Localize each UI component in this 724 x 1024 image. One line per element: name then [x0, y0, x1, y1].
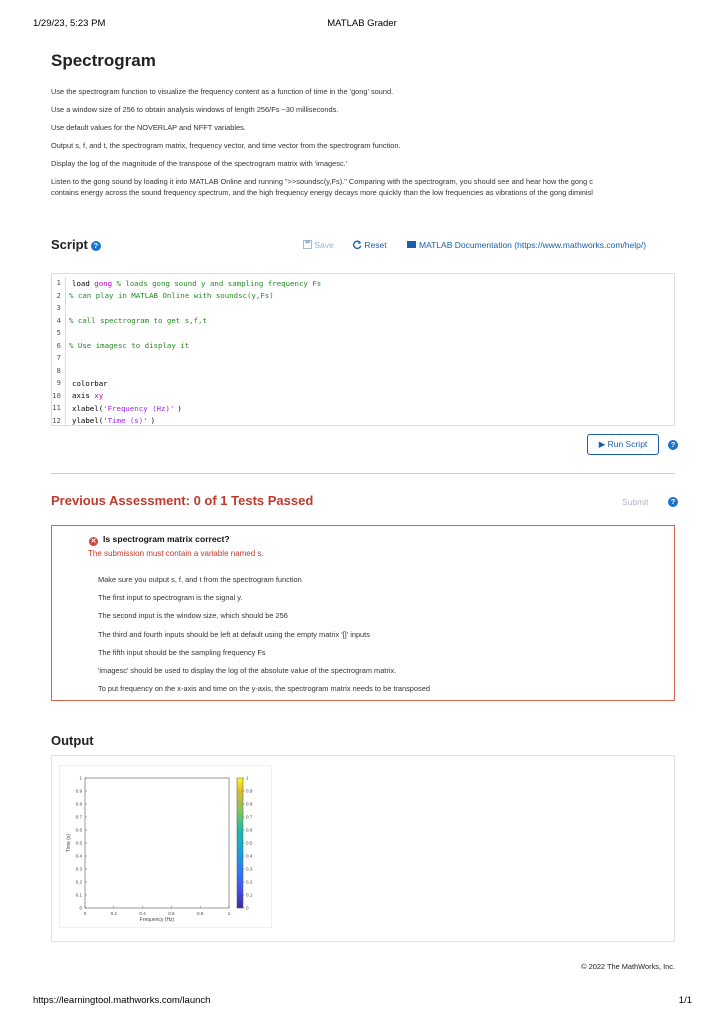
code-token: colorbar — [72, 378, 108, 388]
x-axis-label: Frequency (Hz) — [139, 917, 175, 923]
code-token: 'Time (s)' — [103, 416, 148, 426]
code-line[interactable] — [52, 402, 674, 415]
code-line[interactable] — [52, 365, 674, 378]
x-tick-label: 0.6 — [168, 911, 175, 916]
code-line[interactable] — [52, 315, 674, 328]
y-tick-label: 0.2 — [75, 879, 82, 885]
y-tick-label: 0.3 — [75, 866, 82, 872]
x-tick-label: 0.8 — [197, 911, 204, 916]
listen-line-2: contains energy across the sound frequency spectrum, and the high frequency energy decays more quickly than the low frequencies as vibrations of the gong diminisl — [51, 188, 593, 197]
print-page-number: 1/1 — [678, 995, 692, 1006]
x-tick-label: 0.4 — [139, 911, 146, 916]
line-number: 8 — [52, 365, 66, 378]
script-help-icon[interactable]: ? — [91, 241, 101, 251]
line-number: 12 — [52, 415, 66, 428]
x-tick-label: 0 — [83, 911, 87, 916]
code-token: ) — [177, 403, 182, 413]
code-line[interactable] — [52, 340, 674, 353]
code-token: xlabel( — [72, 403, 104, 413]
code-text — [66, 379, 108, 388]
code-line[interactable] — [52, 277, 674, 290]
colorbar-tick-label: 0.5 — [246, 840, 253, 846]
code-token: gong — [94, 278, 113, 288]
line-number: 2 — [52, 290, 66, 303]
run-script-button[interactable]: ▶ Run Script — [587, 434, 659, 455]
y-tick-label: 0.6 — [75, 827, 82, 833]
code-text — [66, 391, 103, 400]
assessment-header — [51, 492, 675, 510]
matlab-documentation-link[interactable] — [407, 240, 646, 250]
y-axis-label: Time (s) — [66, 833, 72, 853]
code-token: ) — [150, 416, 156, 426]
line-number: 10 — [52, 390, 66, 403]
y-tick-label: 0.8 — [75, 801, 82, 807]
script-header — [51, 236, 675, 256]
code-token: % can play in MATLAB Online with soundsc(y,Fs) — [69, 291, 274, 301]
code-token: load — [72, 278, 95, 288]
code-line[interactable] — [52, 415, 674, 428]
code-token: ylabel( — [72, 416, 104, 426]
output-panel — [51, 755, 675, 942]
submit-help-icon[interactable]: ? — [668, 497, 678, 507]
code-token: % Use imagesc to display it — [69, 341, 190, 351]
line-number: 1 — [52, 277, 66, 290]
colorbar-tick-label: 1 — [246, 775, 249, 781]
y-tick-label: 0.1 — [75, 892, 82, 898]
colorbar-tick-label: 0.8 — [246, 801, 253, 807]
hint-item: To put frequency on the x-axis and time on the y-axis, the spectrogram matrix needs to be transposed — [98, 684, 430, 694]
description-paragraph: Use default values for the NOVERLAP and NFFT variables. — [51, 123, 246, 132]
code-token: axis — [72, 391, 95, 401]
copyright: © 2022 The MathWorks, Inc. — [581, 962, 675, 971]
line-number: 5 — [52, 327, 66, 340]
test-name: Is spectrogram matrix correct? — [103, 534, 230, 544]
y-tick-label: 0.5 — [75, 840, 82, 846]
y-tick-label: 0 — [79, 905, 82, 911]
output-label: Output — [51, 733, 94, 748]
reset-label: Reset — [364, 240, 387, 250]
hint-item: Make sure you output s, f, and t from the spectrogram function — [98, 575, 302, 584]
colorbar-tick-label: 0 — [246, 905, 249, 911]
output-plot — [60, 766, 271, 927]
y-tick-label: 0.7 — [75, 814, 82, 820]
colorbar-tick-label: 0.6 — [246, 827, 253, 833]
colorbar-tick-label: 0.2 — [246, 879, 253, 885]
x-tick-label: 1 — [227, 911, 231, 916]
hint-item: 'imagesc' should be used to display the log of the absolute value of the spectrogram matrix. — [98, 665, 397, 675]
code-text — [66, 316, 207, 325]
code-text — [66, 404, 182, 413]
code-text — [66, 279, 321, 288]
script-label: Script — [51, 237, 88, 252]
code-line[interactable] — [52, 302, 674, 315]
colorbar-tick-label: 0.9 — [246, 788, 253, 794]
print-doc-title: MATLAB Grader — [327, 18, 397, 29]
error-message: The submission must contain a variable named s. — [88, 549, 264, 558]
documentation-icon — [407, 241, 416, 248]
description-paragraph: Use a window size of 256 to obtain analysis windows of length 256/Fs ~30 milliseconds. — [51, 105, 339, 114]
colorbar-tick-label: 0.3 — [246, 866, 253, 872]
save-label: Save — [314, 240, 334, 250]
section-divider — [51, 473, 675, 474]
code-line[interactable] — [52, 390, 674, 403]
listen-line-1: Listen to the gong sound by loading it into MATLAB Online and running ">>soundsc(y,Fs)." Comparing with the spectrogram, you should see and hear how the gong c — [51, 177, 593, 186]
colorbar-tick-label: 0.7 — [246, 814, 253, 820]
assessment-panel — [51, 525, 675, 701]
line-number: 3 — [52, 302, 66, 315]
line-number: 9 — [52, 377, 66, 390]
code-text — [66, 341, 189, 350]
code-line[interactable] — [52, 352, 674, 365]
print-url: https://learningtool.mathworks.com/launch — [33, 995, 211, 1006]
line-number: 7 — [52, 352, 66, 365]
line-number: 4 — [52, 315, 66, 328]
line-number: 11 — [52, 402, 66, 415]
assessment-title: Previous Assessment: 0 of 1 Tests Passed — [51, 493, 314, 508]
code-line[interactable] — [52, 290, 674, 303]
code-line[interactable] — [52, 377, 674, 390]
documentation-label: MATLAB Documentation (https://www.mathworks.com/help/) — [419, 240, 647, 250]
description-paragraph: Display the log of the magnitude of the transpose of the spectrogram matrix with 'imagesc.' — [51, 159, 348, 168]
save-button[interactable] — [303, 240, 334, 250]
problem-title: Spectrogram — [51, 51, 156, 70]
code-lines — [52, 274, 674, 427]
run-help-icon[interactable]: ? — [668, 440, 678, 450]
code-text — [66, 416, 155, 425]
y-tick-label: 0.4 — [75, 853, 82, 859]
submit-button[interactable]: Submit — [622, 497, 649, 507]
code-text — [66, 291, 274, 300]
y-tick-label: 0.9 — [75, 788, 82, 794]
y-tick-label: 1 — [79, 775, 82, 781]
code-token: % loads gong sound y and sampling frequency Fs — [112, 278, 322, 288]
output-header — [51, 732, 675, 750]
code-token: % call spectrogram to get s,f,t — [69, 316, 207, 326]
code-line[interactable] — [52, 327, 674, 340]
output-figure — [59, 765, 272, 928]
colorbar — [237, 778, 243, 908]
save-icon — [303, 240, 312, 249]
code-editor[interactable] — [51, 273, 675, 426]
code-token: 'Frequency (Hz)' — [103, 403, 175, 413]
hint-item: The second input is the window size, which should be 256 — [98, 611, 288, 621]
test-result[interactable] — [89, 534, 230, 546]
code-token: xy — [94, 391, 104, 401]
plot-axes-box — [85, 778, 229, 908]
line-number: 6 — [52, 340, 66, 353]
hint-item: The first input to spectrogram is the signal y. — [98, 593, 243, 603]
hint-item: The fifth input should be the sampling frequency Fs — [98, 647, 266, 657]
x-tick-label: 0.2 — [110, 911, 117, 916]
hint-item: The third and fourth inputs should be left at default using the empty matrix '[]' inputs — [98, 629, 370, 639]
description-paragraph: Output s, f, and t, the spectrogram matrix, frequency vector, and time vector from the spectrogram function. — [51, 141, 401, 150]
fail-icon: ✕ — [90, 538, 97, 545]
colorbar-tick-label: 0.4 — [246, 853, 253, 859]
colorbar-tick-label: 0.1 — [246, 892, 253, 898]
problem-description — [51, 86, 675, 198]
reset-icon — [353, 240, 362, 249]
description-paragraph: Use the spectrogram function to visualize the frequency content as a function of time in the 'gong' sound. — [51, 87, 394, 96]
hint-list — [98, 575, 430, 702]
reset-button[interactable] — [353, 240, 387, 250]
print-datetime: 1/29/23, 5:23 PM — [33, 18, 106, 29]
